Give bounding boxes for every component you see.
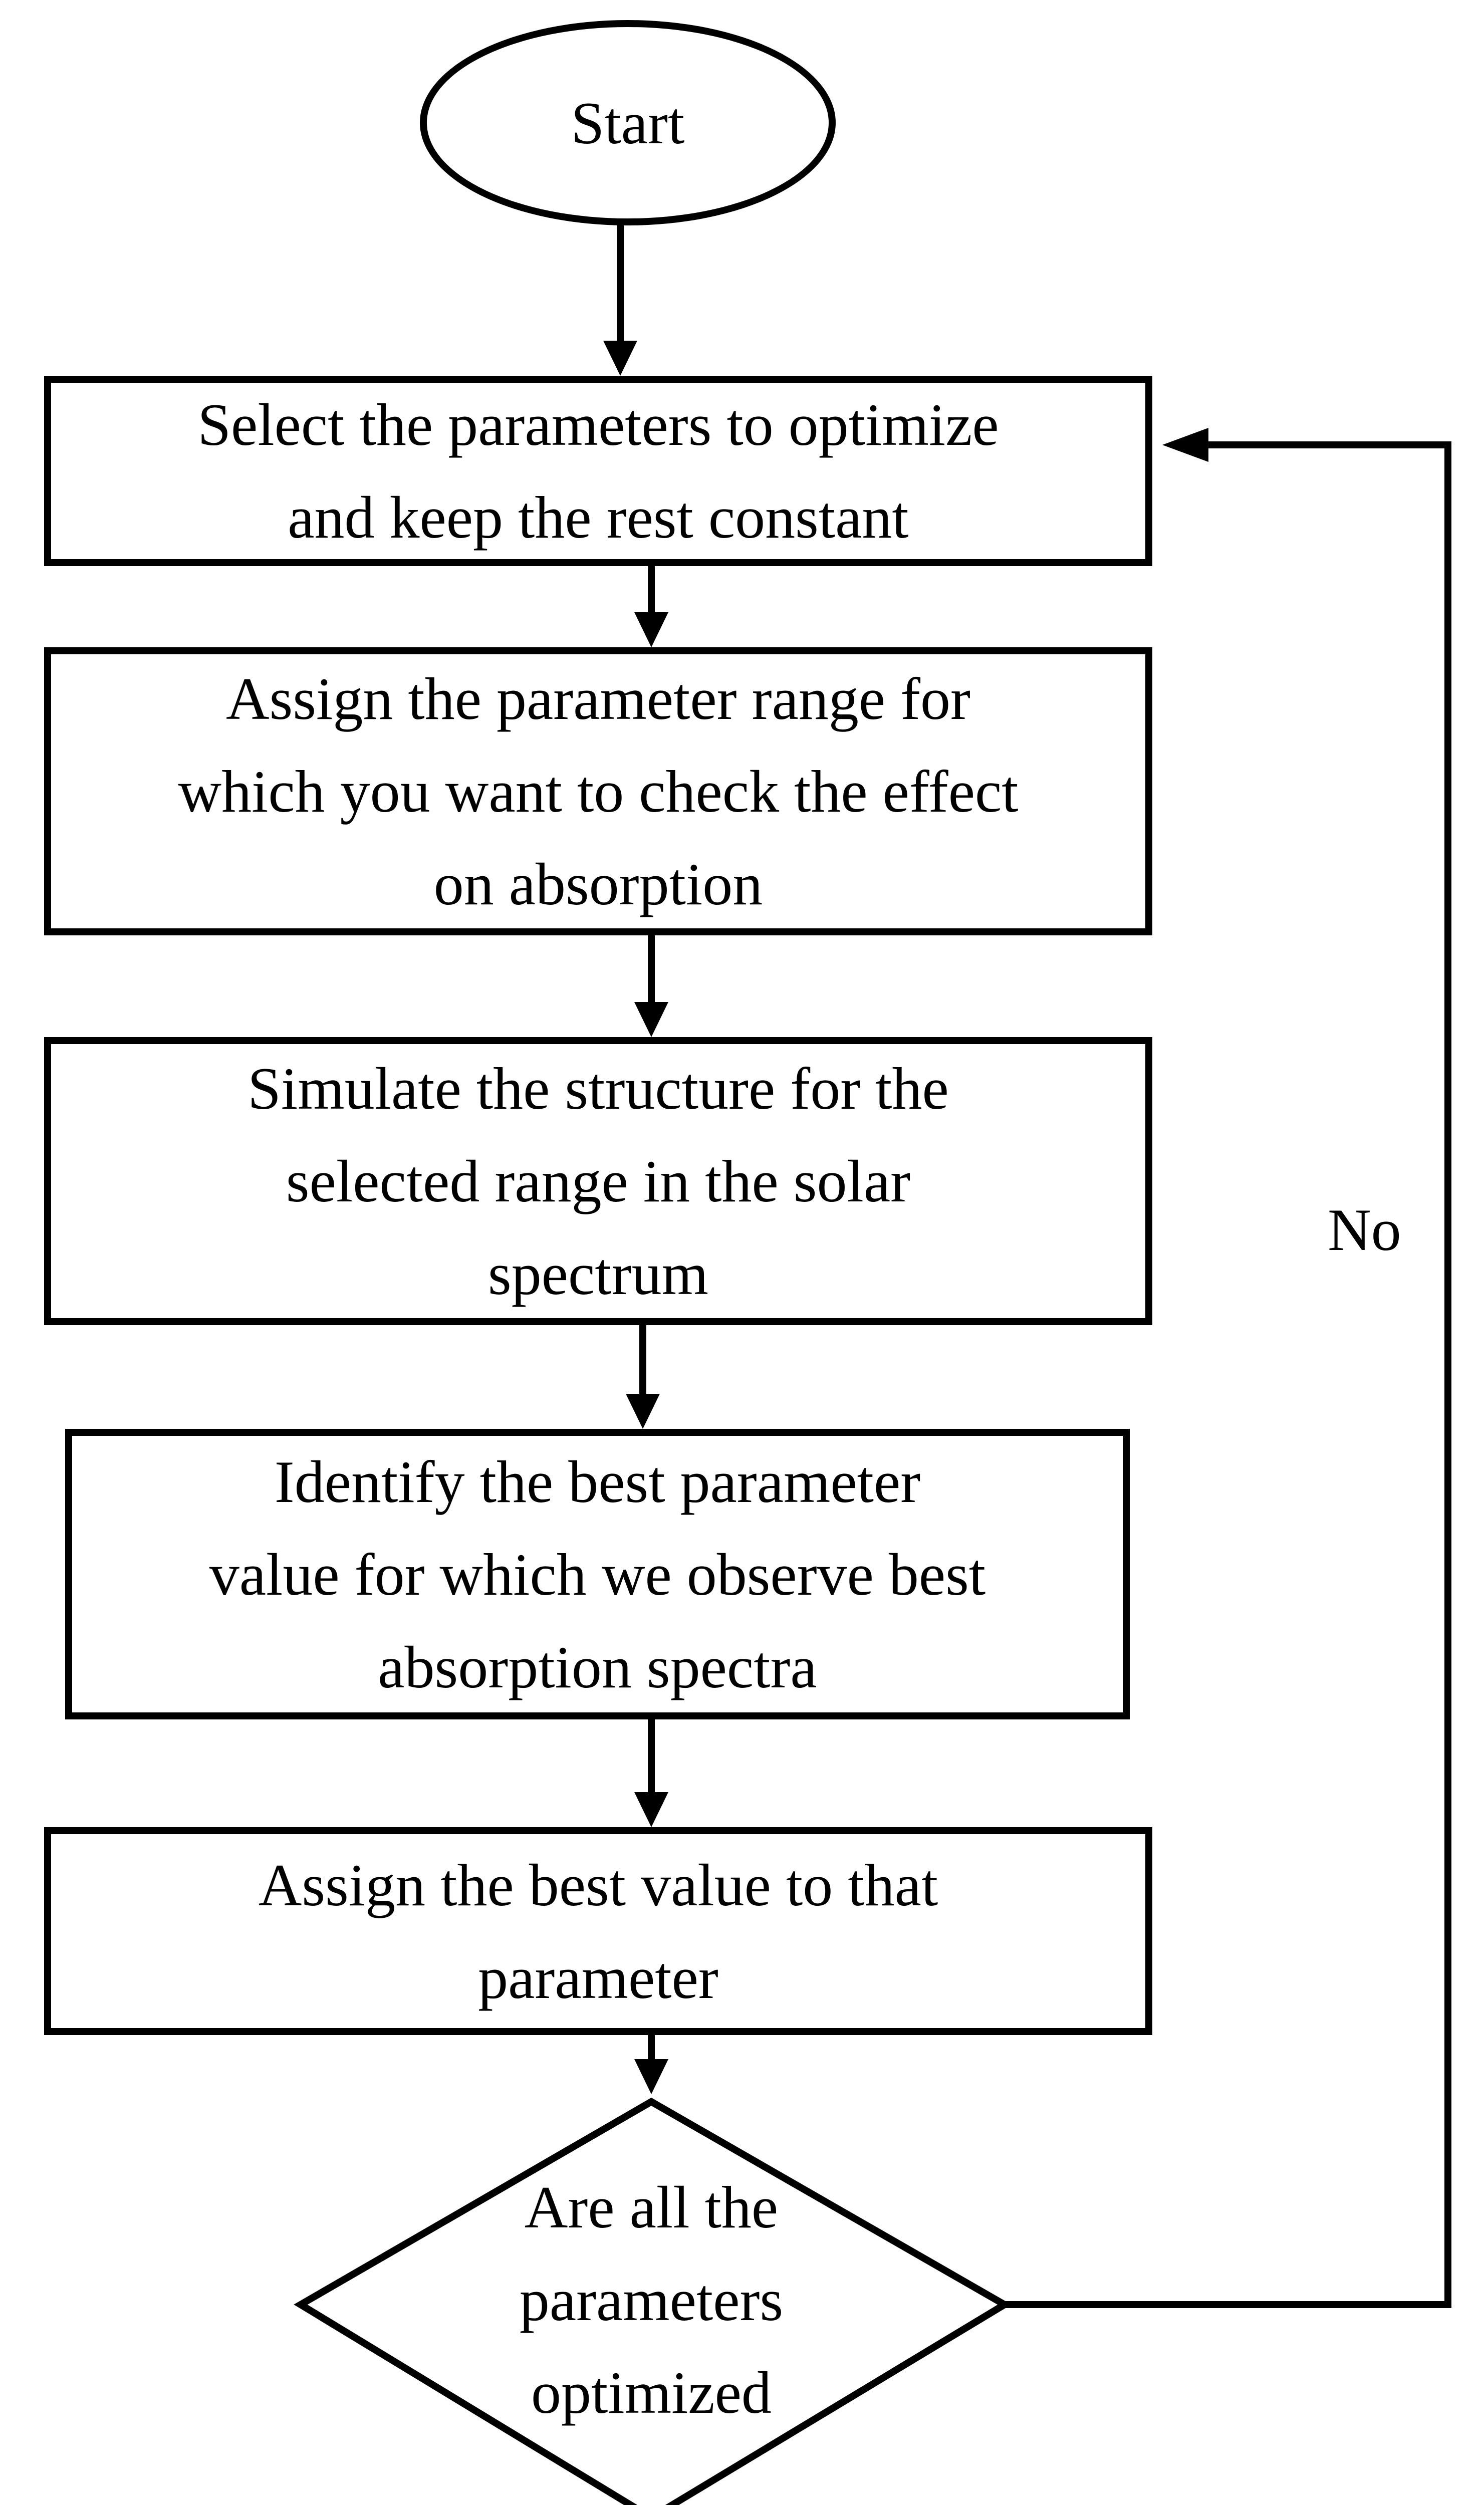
select-parameters-text: Select the parameters to optimize and keep the rest constant xyxy=(197,391,999,551)
select-parameters-box xyxy=(44,376,1152,566)
assign-range-box xyxy=(44,647,1152,935)
simulate-box xyxy=(44,1037,1152,1325)
no-label: No xyxy=(1328,1196,1401,1263)
assign-range-text: Assign the parameter range for which you want to check the effect on absorption xyxy=(178,665,1019,917)
identify-box xyxy=(65,1429,1130,1719)
start-label: Start xyxy=(571,89,685,156)
simulate-text: Simulate the structure for the selected range in the solar spectrum xyxy=(248,1055,949,1307)
arrowhead-simulate xyxy=(634,1002,668,1037)
arrowhead-loop xyxy=(1162,428,1208,462)
arrowhead-decision xyxy=(634,2059,668,2094)
arrowhead-assign-range xyxy=(634,612,668,647)
identify-text: Identify the best parameter value for which we observe best absorption spectra xyxy=(209,1448,986,1700)
assign-best-text: Assign the best value to that parameter xyxy=(258,1851,938,2011)
arrowhead-identify xyxy=(626,1394,660,1429)
arrowhead-assign-best xyxy=(634,1792,668,1827)
assign-best-box xyxy=(44,1827,1152,2035)
start-node xyxy=(420,20,836,225)
arrowhead-select xyxy=(603,341,637,376)
decision-text: Are all the parameters optimized xyxy=(519,2173,784,2426)
